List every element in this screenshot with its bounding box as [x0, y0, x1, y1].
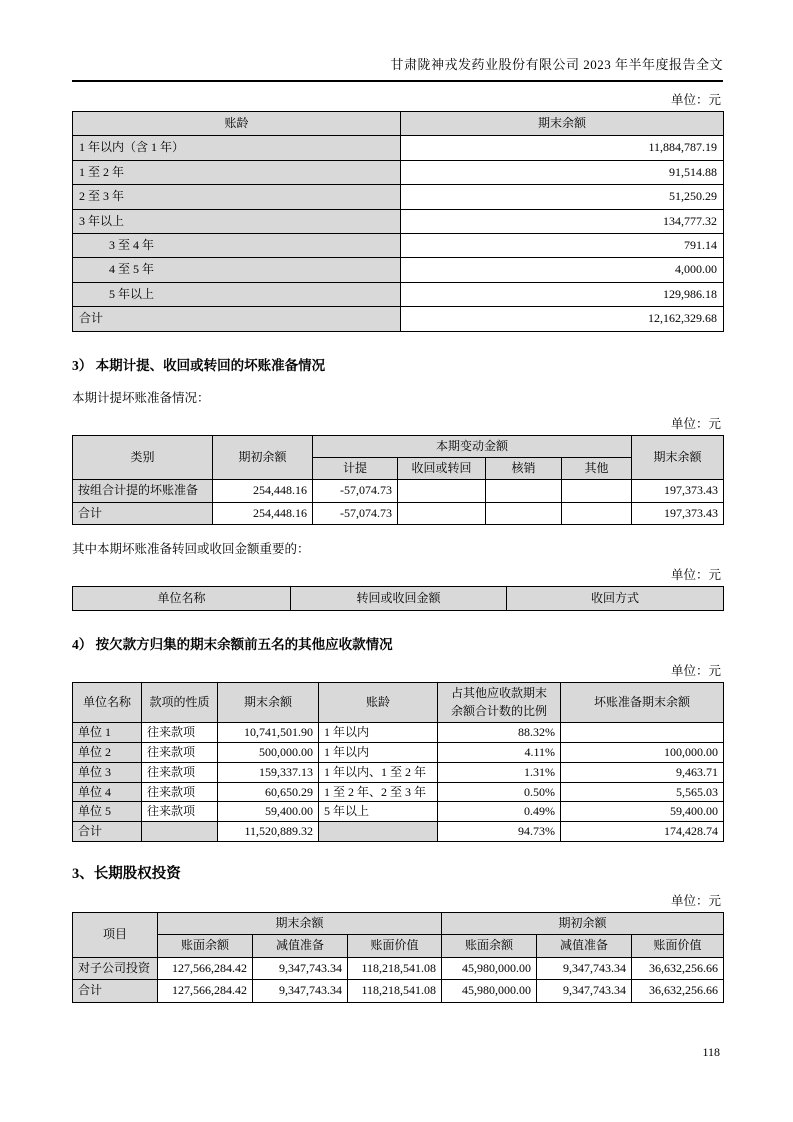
value-cell: 36,632,256.66 — [632, 957, 724, 979]
table-row — [73, 258, 724, 282]
section-heading-bad-debt: 3） 本期计提、收回或转回的坏账准备情况 — [72, 357, 326, 373]
running-header — [72, 54, 723, 82]
table-row — [73, 502, 724, 524]
closing-cell: 197,373.43 — [632, 502, 724, 524]
aging-total-label-cell: 合计 — [73, 307, 401, 331]
table-row — [73, 935, 724, 957]
unit-label-text: 单位：元 — [670, 664, 721, 679]
other-cell — [562, 502, 632, 524]
value-cell: 45,980,000.00 — [442, 957, 537, 979]
entity-name-cell: 单位 4 — [73, 782, 142, 802]
value-cell: 118,218,541.08 — [348, 957, 442, 979]
ratio-cell: 4.11% — [438, 743, 561, 763]
aging-value-cell: 11,884,787.19 — [401, 136, 724, 160]
value-cell: 9,347,743.34 — [253, 980, 348, 1002]
ratio-cell: 0.50% — [438, 782, 561, 802]
closing-balance-header: 期末余额 — [218, 683, 319, 723]
table-row — [73, 587, 724, 611]
aging-value-cell: 134,777.32 — [401, 209, 724, 233]
nature-cell — [142, 822, 218, 842]
entity-name-header: 单位名称 — [73, 683, 142, 723]
table-row — [73, 136, 724, 160]
other-subheader: 其他 — [562, 457, 632, 479]
closing-balance-header: 期末余额 — [632, 435, 724, 480]
section-heading-lt-equity: 3、长期股权投资 — [72, 866, 181, 883]
opening-balance-header: 期初余额 — [213, 435, 313, 480]
balance-cell: 500,000.00 — [218, 743, 319, 763]
table-row — [73, 822, 724, 842]
category-cell: 按组合计提的坏账准备 — [73, 480, 213, 502]
aging-label-cell: 1 年以内（含 1 年） — [73, 136, 401, 160]
table-row — [73, 913, 724, 935]
writeoff-subheader: 核销 — [486, 457, 562, 479]
table-row — [73, 185, 724, 209]
table-row — [73, 435, 724, 457]
aging-cell: 1 至 2 年、2 至 3 年 — [319, 782, 438, 802]
table-row — [73, 683, 724, 723]
balance-cell: 59,400.00 — [218, 802, 319, 822]
nature-header: 款项的性质 — [142, 683, 218, 723]
opening-balance-group-header: 期初余额 — [442, 913, 724, 935]
entity-name-cell: 单位 1 — [73, 723, 142, 743]
provision-cell: 5,565.03 — [561, 782, 724, 802]
aging-value-cell: 791.14 — [401, 233, 724, 257]
table-row — [73, 957, 724, 979]
value-cell: 127,566,284.42 — [158, 980, 253, 1002]
recovered-cell — [398, 502, 486, 524]
value-cell: 36,632,256.66 — [632, 980, 724, 1002]
unit-label-text: 单位：元 — [670, 93, 721, 107]
period-change-group-header: 本期变动金额 — [313, 435, 632, 457]
nature-cell: 往来款项 — [142, 802, 218, 822]
impairment-subheader: 减值准备 — [537, 935, 632, 957]
item-cell: 对子公司投资 — [73, 957, 158, 979]
impairment-subheader: 减值准备 — [253, 935, 348, 957]
table-row — [73, 233, 724, 257]
aging-value-cell: 51,250.29 — [401, 185, 724, 209]
balance-cell: 60,650.29 — [218, 782, 319, 802]
aging-label-cell: 3 年以上 — [73, 209, 401, 233]
aging-cell — [319, 822, 438, 842]
book-balance-subheader: 账面余额 — [158, 935, 253, 957]
aging-value-cell: 129,986.18 — [401, 282, 724, 306]
aging-header: 账龄 — [73, 112, 401, 136]
aging-label-cell: 1 至 2 年 — [73, 160, 401, 184]
table-row — [73, 762, 724, 782]
closing-balance-group-header: 期末余额 — [158, 913, 442, 935]
bad-debt-intro-text: 本期计提坏账准备情况： — [72, 390, 210, 405]
aging-value-cell: 91,514.88 — [401, 160, 724, 184]
lt-equity-investment-table — [72, 912, 724, 1003]
aging-value-cell: 4,000.00 — [401, 258, 724, 282]
provision-cell: 9,463.71 — [561, 762, 724, 782]
balance-cell: 10,741,501.90 — [218, 723, 319, 743]
nature-cell: 往来款项 — [142, 782, 218, 802]
unit-label-text: 单位：元 — [670, 568, 721, 583]
recovered-cell — [398, 480, 486, 502]
ratio-cell: 1.31% — [438, 762, 561, 782]
value-cell: 118,218,541.08 — [348, 980, 442, 1002]
aging-label-cell: 3 至 4 年 — [73, 233, 401, 257]
opening-cell: 254,448.16 — [213, 480, 313, 502]
aging-label-cell: 4 至 5 年 — [73, 258, 401, 282]
value-cell: 9,347,743.34 — [537, 980, 632, 1002]
provision-cell: -57,074.73 — [313, 502, 398, 524]
aging-label-cell: 2 至 3 年 — [73, 185, 401, 209]
total-label-cell: 合计 — [73, 822, 142, 842]
opening-cell: 254,448.16 — [213, 502, 313, 524]
ratio-cell: 0.49% — [438, 802, 561, 822]
table-row — [73, 723, 724, 743]
item-header: 项目 — [73, 913, 158, 958]
provision-subheader: 计提 — [313, 457, 398, 479]
nature-cell: 往来款项 — [142, 723, 218, 743]
unit-label — [72, 565, 721, 583]
unit-label-text: 单位：元 — [670, 416, 721, 431]
book-balance-subheader: 账面余额 — [442, 935, 537, 957]
recovery-method-header: 收回方式 — [507, 587, 724, 611]
table-row — [73, 802, 724, 822]
provision-cell — [561, 723, 724, 743]
entity-name-cell: 单位 2 — [73, 743, 142, 763]
table-row — [73, 980, 724, 1002]
table-row — [73, 112, 724, 136]
closing-cell: 197,373.43 — [632, 480, 724, 502]
balance-cell: 11,520,889.32 — [218, 822, 319, 842]
aging-table — [72, 111, 724, 332]
table-row — [73, 743, 724, 763]
entity-name-header: 单位名称 — [73, 587, 291, 611]
total-label-cell: 合计 — [73, 502, 213, 524]
table-row — [73, 160, 724, 184]
value-cell: 9,347,743.34 — [253, 957, 348, 979]
important-recovery-table — [72, 586, 724, 611]
writeoff-cell — [486, 480, 562, 502]
recovered-subheader: 收回或转回 — [398, 457, 486, 479]
aging-header: 账龄 — [319, 683, 438, 723]
book-value-subheader: 账面价值 — [348, 935, 442, 957]
entity-name-cell: 单位 3 — [73, 762, 142, 782]
provision-movement-table — [72, 435, 724, 526]
book-value-subheader: 账面价值 — [632, 935, 724, 957]
provision-cell: -57,074.73 — [313, 480, 398, 502]
aging-total-value-cell: 12,162,329.68 — [401, 307, 724, 331]
total-label-cell: 合计 — [73, 980, 158, 1002]
table-row — [73, 782, 724, 802]
value-cell: 45,980,000.00 — [442, 980, 537, 1002]
provision-cell: 100,000.00 — [561, 743, 724, 763]
aging-label-cell: 5 年以上 — [73, 282, 401, 306]
unit-label — [72, 891, 721, 909]
provision-cell: 174,428.74 — [561, 822, 724, 842]
unit-label — [72, 90, 721, 108]
recovery-note-text: 其中本期坏账准备转回或收回金额重要的： — [72, 542, 310, 557]
ratio-header: 占其他应收款期末余额合计数的比例 — [438, 683, 561, 723]
aging-cell: 5 年以上 — [319, 802, 438, 822]
category-header: 类别 — [73, 435, 213, 480]
entity-name-cell: 单位 5 — [73, 802, 142, 822]
ratio-cell: 88.32% — [438, 723, 561, 743]
unit-label — [72, 661, 721, 679]
closing-balance-header: 期末余额 — [401, 112, 724, 136]
top5-receivables-table — [72, 682, 724, 842]
other-cell — [562, 480, 632, 502]
table-row — [73, 307, 724, 331]
table-row — [73, 282, 724, 306]
nature-cell: 往来款项 — [142, 743, 218, 763]
provision-cell: 59,400.00 — [561, 802, 724, 822]
bad-debt-provision-header: 坏账准备期末余额 — [561, 683, 724, 723]
writeoff-cell — [486, 502, 562, 524]
unit-label-text: 单位：元 — [670, 894, 721, 909]
nature-cell: 往来款项 — [142, 762, 218, 782]
aging-cell: 1 年以内、1 至 2 年 — [319, 762, 438, 782]
aging-cell: 1 年以内 — [319, 723, 438, 743]
value-cell: 9,347,743.34 — [537, 957, 632, 979]
unit-label — [72, 414, 721, 432]
value-cell: 127,566,284.42 — [158, 957, 253, 979]
section-heading-top5: 4） 按欠款方归集的期末余额前五名的其他应收款情况 — [72, 637, 393, 653]
ratio-cell: 94.73% — [438, 822, 561, 842]
balance-cell: 159,337.13 — [218, 762, 319, 782]
report-title: 甘肃陇神戎发药业股份有限公司 2023 年半年度报告全文 — [390, 57, 723, 72]
table-row — [73, 480, 724, 502]
recovery-amount-header: 转回或收回金额 — [291, 587, 507, 611]
table-row — [73, 209, 724, 233]
aging-cell: 1 年以内 — [319, 743, 438, 763]
page-number: 118 — [702, 1045, 720, 1059]
